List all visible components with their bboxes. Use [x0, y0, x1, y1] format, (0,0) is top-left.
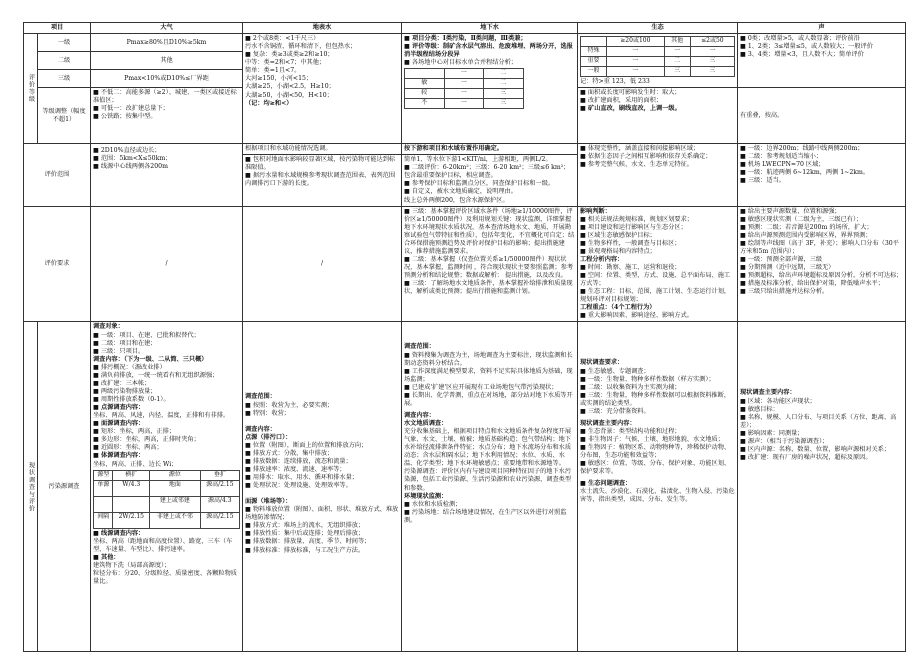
ecology-status: 现状调查要求： ■ 生态敏感、专题调查； ■ 一级：生物量、物种多样性数据（样方实测）； ■ 二级：以收集资料为主实测为辅； ■ 三级：生物量，物种多样性数据可以根据资料推断，或实测的结论类型。 ■ 三级：充分借鉴资料。 现状调查主要内容： ■ 生态背景：类型结构功能和过程； ■ 非生物因子：气候、土壤、地形地貌、水文地质； ■ 生物因子：植物区系、动物物种等，珍稀保护动物、分布图，生态功能和效益等； ■ 敏感区：位置、等级、分布、保护对象、功能区划、保护要求等。 ■ 生态问题调查： 水土流失、沙漠化、石漠化、盐渍化、生物入侵、污染危害等，指出类型、成因、分布、发生等。 — [578, 322, 738, 652]
scope-label: 评价范围 — [24, 144, 91, 206]
grade-row-a — [24, 34, 906, 52]
groundwater-req: ■ 三级：基本掌握评价区域水条件（场地≥1/10000图件，评价区≥1/50000图件）及利用规划关键：现状监测，详细掌握地下水环境现状水质状况，基本查清场地水文、地质、开展勘察试验包气带特征和性质），包括年变化，不宜概化可自定；结合环保措施预测趋势及评价对保护目标的影响；提出措施建议，推荐措施监测要求。 ■ 二级：基本掌握（仅查位置关系≥1/50000图件）现状状况，基本掌握，监测时间 ，符合现状现状主要参照监测；参考预测分析和结论规整；数据或解析： 提出措施，以及改良。 ■ 三级：了解场地水文地质条件，基本掌握补给排泄和质量现状，解析或类比预测；提出行措施和监测计划。 — [402, 206, 578, 322]
eia-comparison-sheet — [23, 22, 905, 646]
ecology-grade: ≥20或100 其他 ≤2或50 特殊 一 一 一 重要 一 二 三 一般 一 三 三 记：特>重 123，低 233 — [578, 34, 738, 88]
groundwater-grade: ■ 项目分类：Ⅰ类污染，Ⅱ类问题，Ⅲ类兼； ■ 评价等级：制矿含水层气溶出、危废堆埋、两场分开，选报消半级程结场分段异 ■ 各场地中心对目标水单合并程结分析； 一 二 敏 一 二 较 一 三 不 一 三 — [402, 34, 578, 144]
header-groundwater: 地下水 — [402, 23, 578, 34]
noise-grade: ■ 0类；改增量>5，或人数显著；评价前沿 ■ 1、2类；3≤增量≤5，或人数较大；一般评价 ■ 3、4类；增量<3，且人数不大；简单评价 — [738, 34, 906, 88]
header-ecology: 生态 — [578, 23, 738, 34]
status-label: 现状调查与评价 — [24, 322, 38, 652]
scope-top-row — [24, 144, 906, 155]
groundwater-grade-table: 一 二 敏 一 二 较 一 三 不 一 三 — [404, 68, 524, 109]
groundwater-scope: 简单1、等水位下游1<KIT/ni，上游相距，两侧L/2。 ■ 二级评价：6-20km²；三级：6-20 km²；三级≤6 km²；包含最重要保护目标，相应调查。 ■ 参考保护目标和监测点分区，同查保护目标和一级。 ■ 自定义，被水文地质确定，说明理由。 线上总外两侧200，包含水源保护区。 — [402, 155, 578, 206]
ecology-req: 影响判断： ■ 相关法规法规规标准，规划区划要求； ■ 项目建设和运行影响区与生态分区； ■ 区域生态敏感保护目标； ■ 生物多样性，一般调查与目标区； ■ 景观观格局和内容特点； 工程分析内容： ■ 时间：勘察、施工、运营和退役； ■ 空间：位置、类型、方式、设施、总平面布局、施工方式等； ■ 生态工程：目标、范围，施工计划、生态运行计划，规划环评对目标规划； 工程重点：（4个工程行为） ■ 重大影响因素、影响途径、影响方式。 — [578, 206, 738, 322]
noise-scope: ■ 一级：边界200m；线路中线两侧200m； ■ 二级：参考规划适当缩小； ■ 机场 LWECPN=70 区域； ■ 一级：航迹两侧 6~12km，两侧 1~2km。 ■ 三级：适当。 — [738, 144, 906, 206]
air-req: / — [91, 206, 243, 322]
requirements-label: 评价要求 — [24, 206, 91, 322]
surface-water-scope-top: 根据项目和水域功能情况选调。 — [243, 144, 402, 155]
comparison-table — [23, 22, 906, 652]
pollution-label: 污染源调查 — [38, 322, 91, 652]
surface-water-status: 调查范围： ■ 按照：收营为主，必要实测； ■ 特别：收营； 调查内容： 点源（排污口）： ■ 位置（附图），断面上的位置和排放方向； ■ 排放方式：分散，集中排放； ■ 排放数据：连续排放，流态和流量； ■ 排放速率：浓度、流速、速率等； ■ 用排水：取水、用水、循环和排水量； ■ 处理状况：处理设施、处理效率等。 面源（堆场等）： ■ 物料堆放位置（附图）、面积、形状、堆放方式、堆放场地防渗情况； ■ 排放方式：堆场上的流水，无组织排放； ■ 排放性质：集中后或连排；处理后排放； ■ 排放数据：排放量、高度、季节、时间等； ■ 排放标准：排放标准，与工况生产方法。 — [243, 322, 402, 652]
header-surface-water: 地表水 — [243, 23, 402, 34]
air-grade-c: Pmax<10%或D10%≤厂界距 — [91, 70, 243, 88]
header-air: 大气 — [91, 23, 243, 34]
requirements-row — [24, 206, 906, 322]
surface-water-scope: ■ 包积对地面水影响较显著区域，按污染物可能达到标准限值。 ■ 据污水量和水域规模参考现状调查范围表，表列范围内调排污口下游的长度。 — [243, 155, 402, 206]
air-status: 调查对象： ■ 一级：项目、在建、已批和拟替代； ■ 二级：项目和在建； ■ 三级：只项目。 调查内容：（下为一级、二从简、三只概） ■ 排污概况：（源改业排） ■ 满负荷排放，一统一统看有和无组织源强； ■ 改扩建：三本帐； ■ 两级污染物排放量； ■ 周期性排放系数（0-1）。 ■ 点源调查内容： 坐标、两高、风速，内径、温度，正排和有非排。 ■ 面源调查内容： ■ 矩形：坐标，两高，正排； ■ 多边形：坐标，两高，正排时夹角； ■ 近圆形：坐标、两高； ■ 体源调查内容： 坐标，两高、正排、边长 Wi； 源型 横扩 源位 垂扩 单源 W/4.3 地面 源高/2.15 建上或邻建 源高/4.3 间隔 2W/2.15 非建上或不邻 源高/2.15 ■ 线源调查内容： 坐标、两高（距地面和高度位置）、路宽，三车（车型、车速量、车型比）、排污速率。 ■ 其他： 建筑物下洗（局部高源度）； 粒径分布：分20、分级粒径、质量密度、各颗粒物质量比。 — [91, 322, 243, 652]
air-grade-b: 其他 — [91, 52, 243, 70]
header-item: 项目 — [24, 23, 91, 34]
header-row — [24, 23, 906, 34]
noise-adjust: 有重叠，按高。 — [738, 88, 906, 144]
air-scope: ■ 2D10%直径或边长； ■ 范围：5km<X≤50km； ■ 线源中心线两侧各200m — [91, 144, 243, 206]
status-row — [24, 322, 906, 652]
grade-adjust-label: 等级调整（幅度不超1） — [38, 88, 91, 144]
noise-status: 现状调查主要内容： ■ 区域：各功能区声现状； ■ 敏感目标： ■ 名称、规模、人口分布、与项目关系（方位、距离、高差）； ■ 影响因素：同测量； ■ 源声：（相当于污染源调查）； ■ 区内声源：名称、数量、位置，影响声源相对关系； ■ 改扩建：现有厂房的噪声状况，超标及原因。 — [738, 322, 906, 652]
surface-water-req: / — [243, 206, 402, 322]
grade-a-label: 一级 — [38, 34, 91, 52]
header-noise: 声 — [738, 23, 906, 34]
air-grade-a: Pmax≥80%且D10%≥5km — [91, 34, 243, 52]
grade-c-label: 三级 — [38, 70, 91, 88]
ecology-scope: ■ 体现完整性，涵盖直接和间接影响区域； ■ 依据生态因子之间相互影响和依存关系确定； ■ 参考完整气候、水文、生态单元特征。 — [578, 144, 738, 206]
noise-req: ■ 给出主要声源数量、位置和源强； ■ 敏感区现状实测（二级为主，三级已有）； ■ 预测：二级；若音源是200m 的场所，扩大； ■ 给出声源预测范围内受影响区界，界界预测； ■ 绘制等声线图（高于 3F，补充）；影响人口分布（30平方米和5m 范围内）； ■ 一级：预测全部声源，三级 ■ 分期预测（近中远期，三级无） ■ 预测超标，给出声环境超标及原因分析，分析不可达标； ■ 措施及标准分析，给出保护对策，降低噪声水平； ■ 三级只给出措施并达标分析。 — [738, 206, 906, 322]
grade-b-label: 二级 — [38, 52, 91, 70]
groundwater-scope-top: 按下游和项目和水域布置作用确定。 — [402, 144, 578, 155]
ecology-adjust: ■ 面积或长度可影响发生时：取大； ■ 改扩建面积，采用的面积； ■ 矿山直改，刷线直改，上调一级。 — [578, 88, 738, 144]
air-adjust: ■ 不低二：高能多源（≥2）、城建、一类区或接近标准值区； ■ 可低一：改扩建总量下； ■ 公铁路；按集中型。 — [91, 88, 243, 144]
surface-water-grade: ■ 2个或8类：<1千尺三） 污水不含铜渣、循环和清下，但包热水； ■ 复杂：类≥3或类≥2和≥10； 中等：类=2和<7；中其他； 简单：类=1且<7。 大河≥150，小河<15； 大湖≥25，小湖<2.5，H≥10； 大湖≥50，小湖<50，H<10； （记：均≥和<） — [243, 34, 402, 144]
ecology-grade-table: ≥20或100 其他 ≤2或50 特殊 一 一 一 重要 一 二 三 一般 一 三 三 — [580, 36, 735, 77]
volume-source-table: 源型 横扩 源位 垂扩 单源 W/4.3 地面 源高/2.15 建上或邻建 源高/4.3 间隔 2W/2.15 非建上或不邻 源高/2.15 — [93, 470, 240, 529]
grade-label: 评价等级 — [24, 34, 38, 144]
groundwater-status: 调查范围： ■ 资料搜集为调查为主，场地调查为主要标注，现状监测和长期动态资料分析结合。 ■ 工作深度满足模型要求，资料不足实际具体地质为基础，现场监测； ■ 已建成'扩建'区应开展现有工业场地包气带污染现状； ■ 长期出、化学普测，重点在对场地，部分站对地下水质等开展。 调查内容： 水文地质调查： 充分收集基础上，根据项目特点和水文地质条件复杂程度开展气象、水文、土壤、植被；地质基础构造；包气带结构；地下水补给径流排泄条件特征；水点分布；地下水流场分布和水质动态；含水层和隔水层；地下水利用情况；水位、水质、水温、化学类型；地下水环境敏感点；重要地带和水源地等。 污染源调查：评价区内有与建设项目同种特征因子的地下水污染源，包括工业污染源、生活污染源和农业污染源，调查类型和参数。 环境现状监测： ■ 水位和水质检测； ■ 污染场地：结合场地建设情况，在生产区以外进行对照监测。 — [402, 322, 578, 652]
